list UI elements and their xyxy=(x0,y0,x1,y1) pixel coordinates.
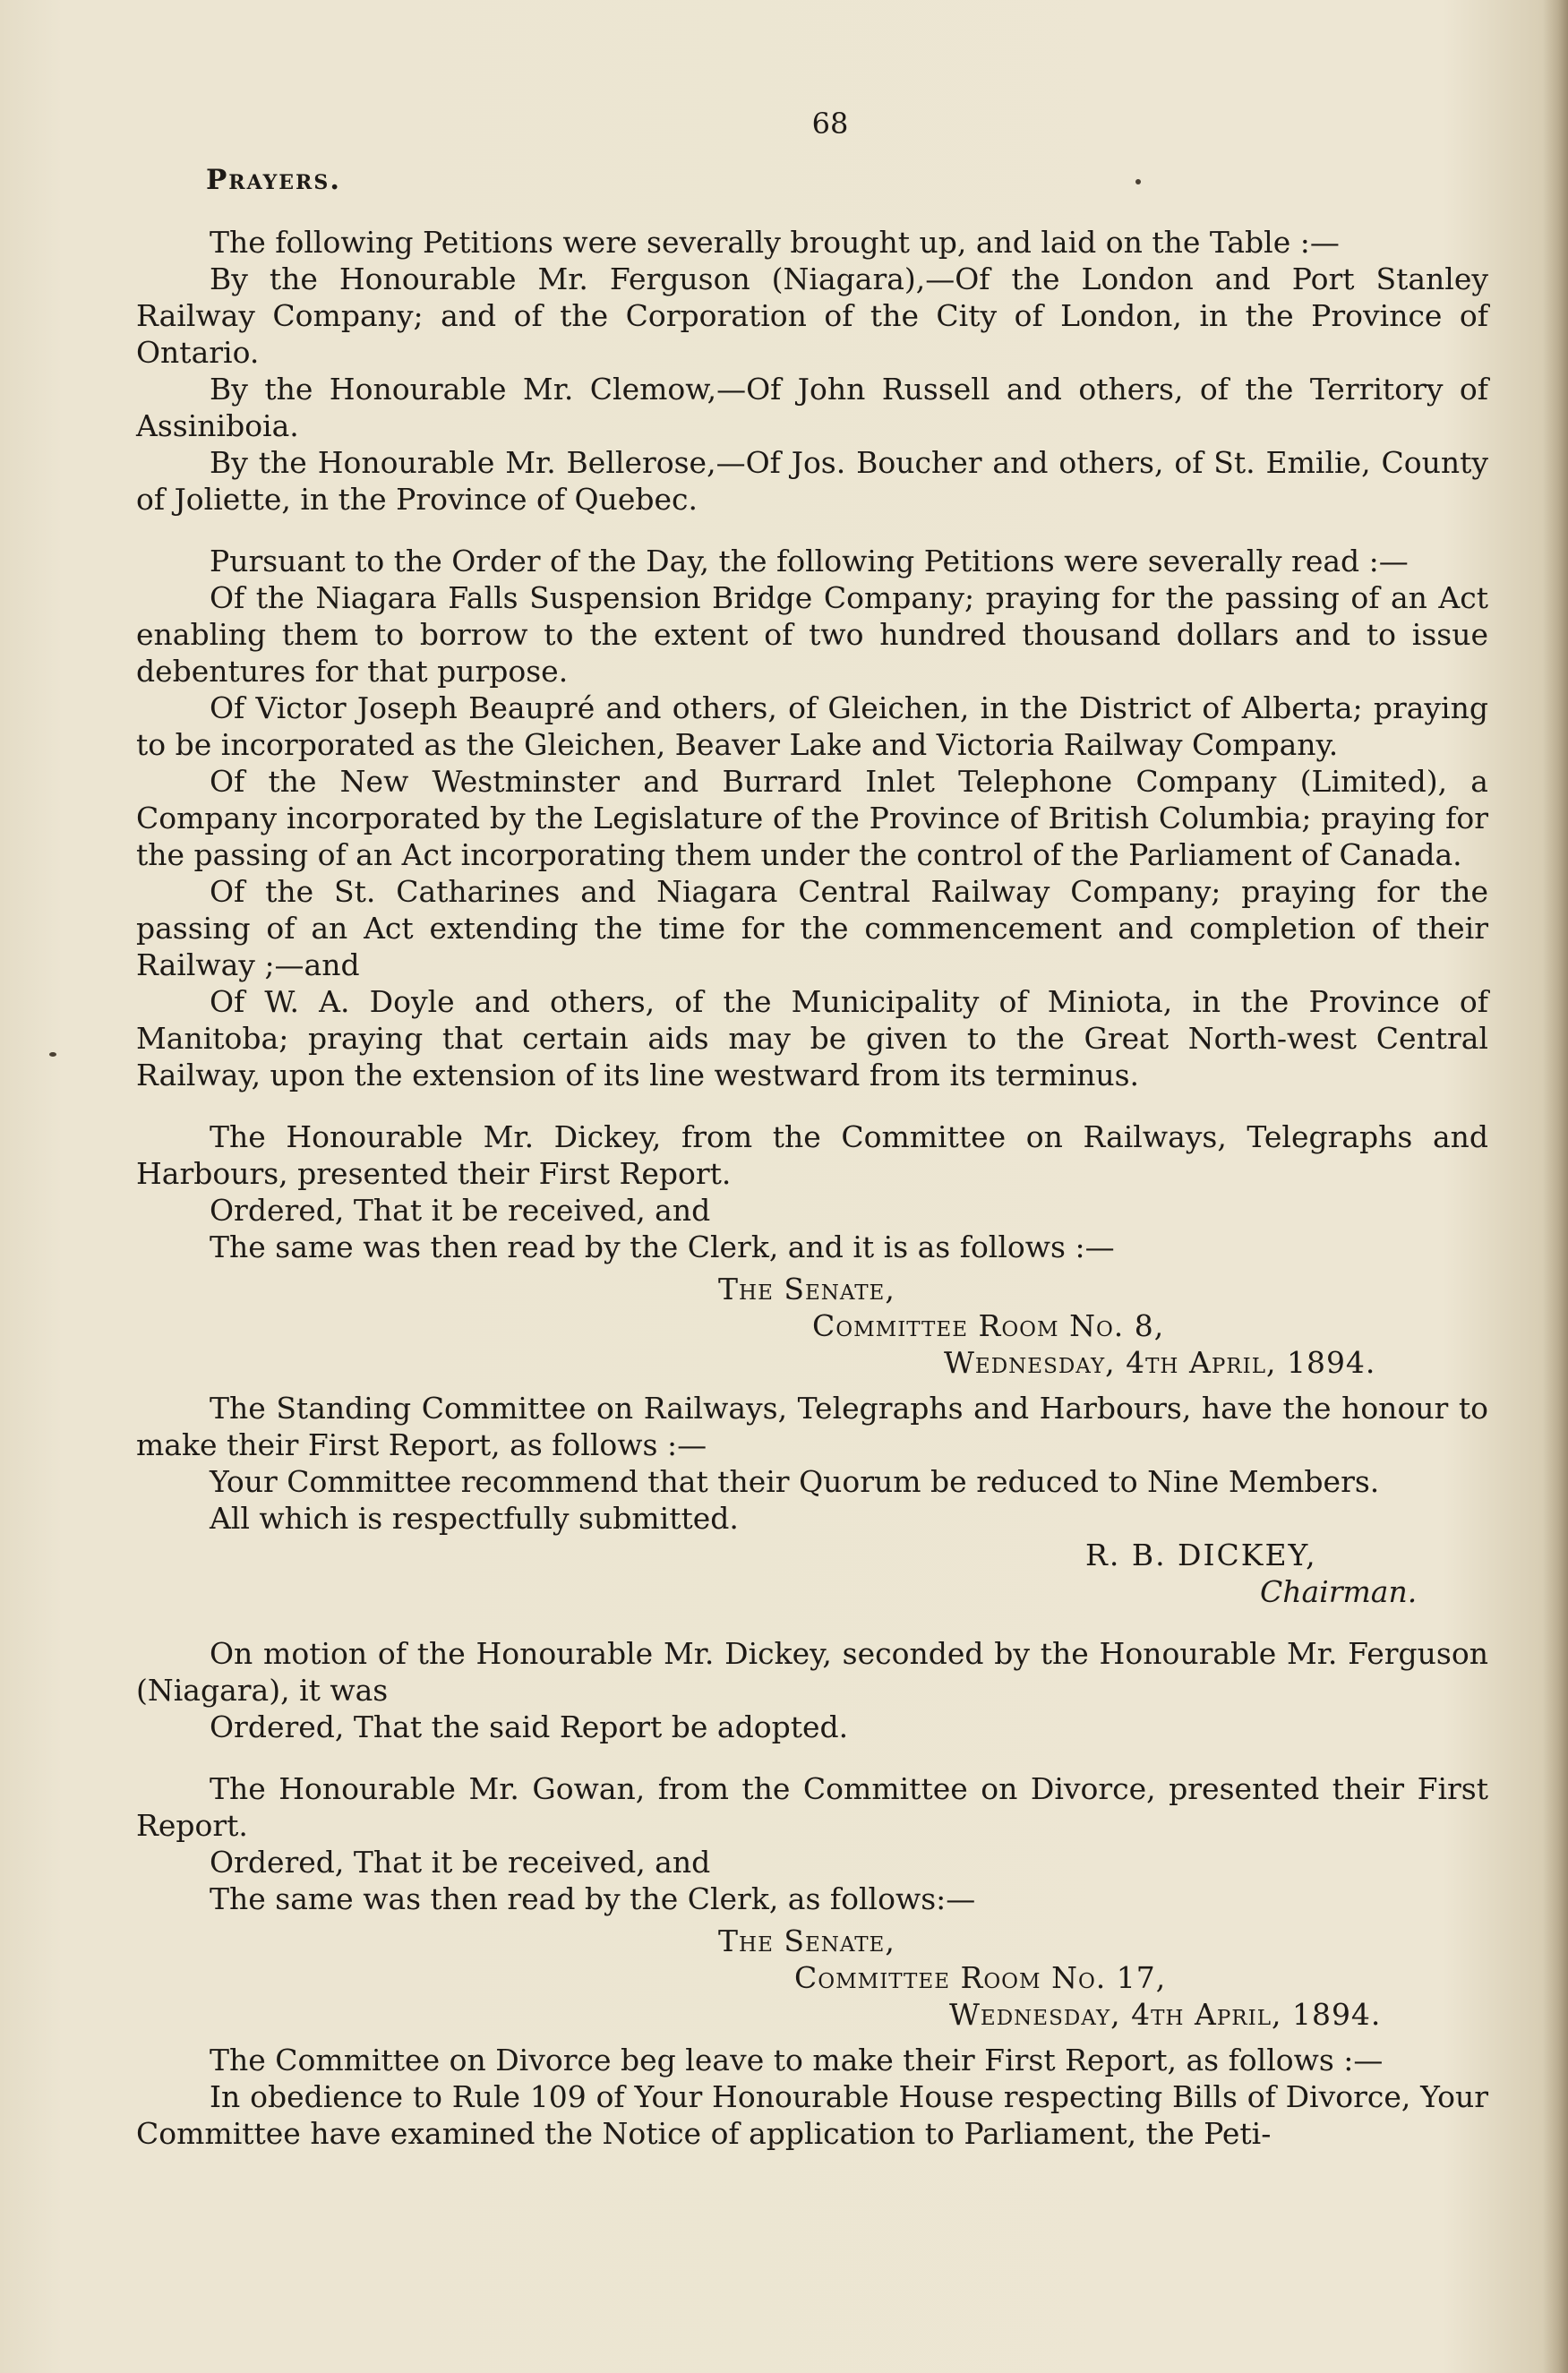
railways-report-ordered: Ordered, That it be received, and xyxy=(210,1193,711,1228)
report-signatory-title: Chairman. xyxy=(1260,1574,1418,1609)
report-room: Committee Room No. 8, xyxy=(812,1308,1165,1343)
railways-report-submitted: All which is respectfully submitted. xyxy=(210,1501,739,1536)
railways-report-header xyxy=(136,1271,1488,1381)
railways-report-recommendation: Your Committee recommend that their Quorum be reduced to Nine Members. xyxy=(210,1464,1380,1499)
divorce-report-body: The Committee on Divorce beg leave to make their First Report, as follows :— xyxy=(210,2043,1384,2077)
divorce-report-read: The same was then read by the Clerk, as follows:— xyxy=(210,1881,976,1916)
document-body xyxy=(136,106,1488,2152)
divorce-report-obedience: In obedience to Rule 109 of Your Honourable House respecting Bills of Divorce, Your Committee have examined the Notice of application to Parliament, the Peti- xyxy=(136,2079,1488,2151)
petition-read: Of the St. Catharines and Niagara Central Railway Company; praying for the passing of an Act extending the time for the commencement and completion of their Railway ;—and xyxy=(136,874,1488,982)
divorce-report-intro: The Honourable Mr. Gowan, from the Committee on Divorce, presented their First Report. xyxy=(136,1771,1488,1843)
report-room: Committee Room No. 17, xyxy=(794,1960,1167,1995)
motion-ordered: Ordered, That the said Report be adopted. xyxy=(210,1709,849,1744)
petition-read: Of W. A. Doyle and others, of the Municipality of Miniota, in the Province of Manitoba; praying that certain aids may be given to the Great North-west Central Railway, upon the extension of its line westward from its terminus. xyxy=(136,984,1488,1092)
petition-presented: By the Honourable Mr. Clemow,—Of John Russell and others, of the Territory of Assiniboia. xyxy=(136,372,1488,443)
order-of-day-intro: Pursuant to the Order of the Day, the following Petitions were severally read :— xyxy=(210,544,1409,578)
print-speck xyxy=(49,1052,56,1057)
railways-report-body: The Standing Committee on Railways, Telegraphs and Harbours, have the honour to make their First Report, as follows :— xyxy=(136,1391,1488,1462)
petition-read: Of the New Westminster and Burrard Inlet Telephone Company (Limited), a Company incorporated by the Legislature of the Province of British Columbia; praying for the passing of an Act incorporating them under the control of the Parliament of Canada. xyxy=(136,764,1488,872)
petition-presented: By the Honourable Mr. Bellerose,—Of Jos. Boucher and others, of St. Emilie, County of Joliette, in the Province of Quebec. xyxy=(136,445,1488,517)
petitions-intro: The following Petitions were severally brought up, and laid on the Table :— xyxy=(210,225,1340,260)
motion-text: On motion of the Honourable Mr. Dickey, seconded by the Honourable Mr. Ferguson (Niagara), it was xyxy=(136,1636,1488,1708)
page-number: 68 xyxy=(811,107,849,141)
report-place: The Senate, xyxy=(718,1923,895,1958)
report-signature: R. B. DICKEY, xyxy=(1085,1538,1317,1572)
railways-report-read: The same was then read by the Clerk, and it is as follows :— xyxy=(210,1229,1115,1264)
report-place: The Senate, xyxy=(718,1272,895,1306)
page-edge-shadow xyxy=(1543,0,1568,2373)
report-date: Wednesday, 4th April, 1894. xyxy=(949,1997,1382,2032)
petition-read: Of Victor Joseph Beaupré and others, of Gleichen, in the District of Alberta; praying to be incorporated as the Gleichen, Beaver Lake and Victoria Railway Company. xyxy=(136,690,1488,762)
report-date: Wednesday, 4th April, 1894. xyxy=(944,1345,1376,1380)
divorce-report-ordered: Ordered, That it be received, and xyxy=(210,1845,711,1880)
section-heading: Prayers. xyxy=(206,164,342,196)
petition-presented: By the Honourable Mr. Ferguson (Niagara),—Of the London and Port Stanley Railway Company; and of the Corporation of the City of London, in the Province of Ontario. xyxy=(136,261,1488,370)
petition-read: Of the Niagara Falls Suspension Bridge Company; praying for the passing of an Act enabling them to borrow to the extent of two hundred thousand dollars and to issue debentures for that purpose. xyxy=(136,580,1488,689)
railways-report-intro: The Honourable Mr. Dickey, from the Committee on Railways, Telegraphs and Harbours, presented their First Report. xyxy=(136,1119,1488,1191)
divorce-report-header xyxy=(136,1923,1488,2033)
